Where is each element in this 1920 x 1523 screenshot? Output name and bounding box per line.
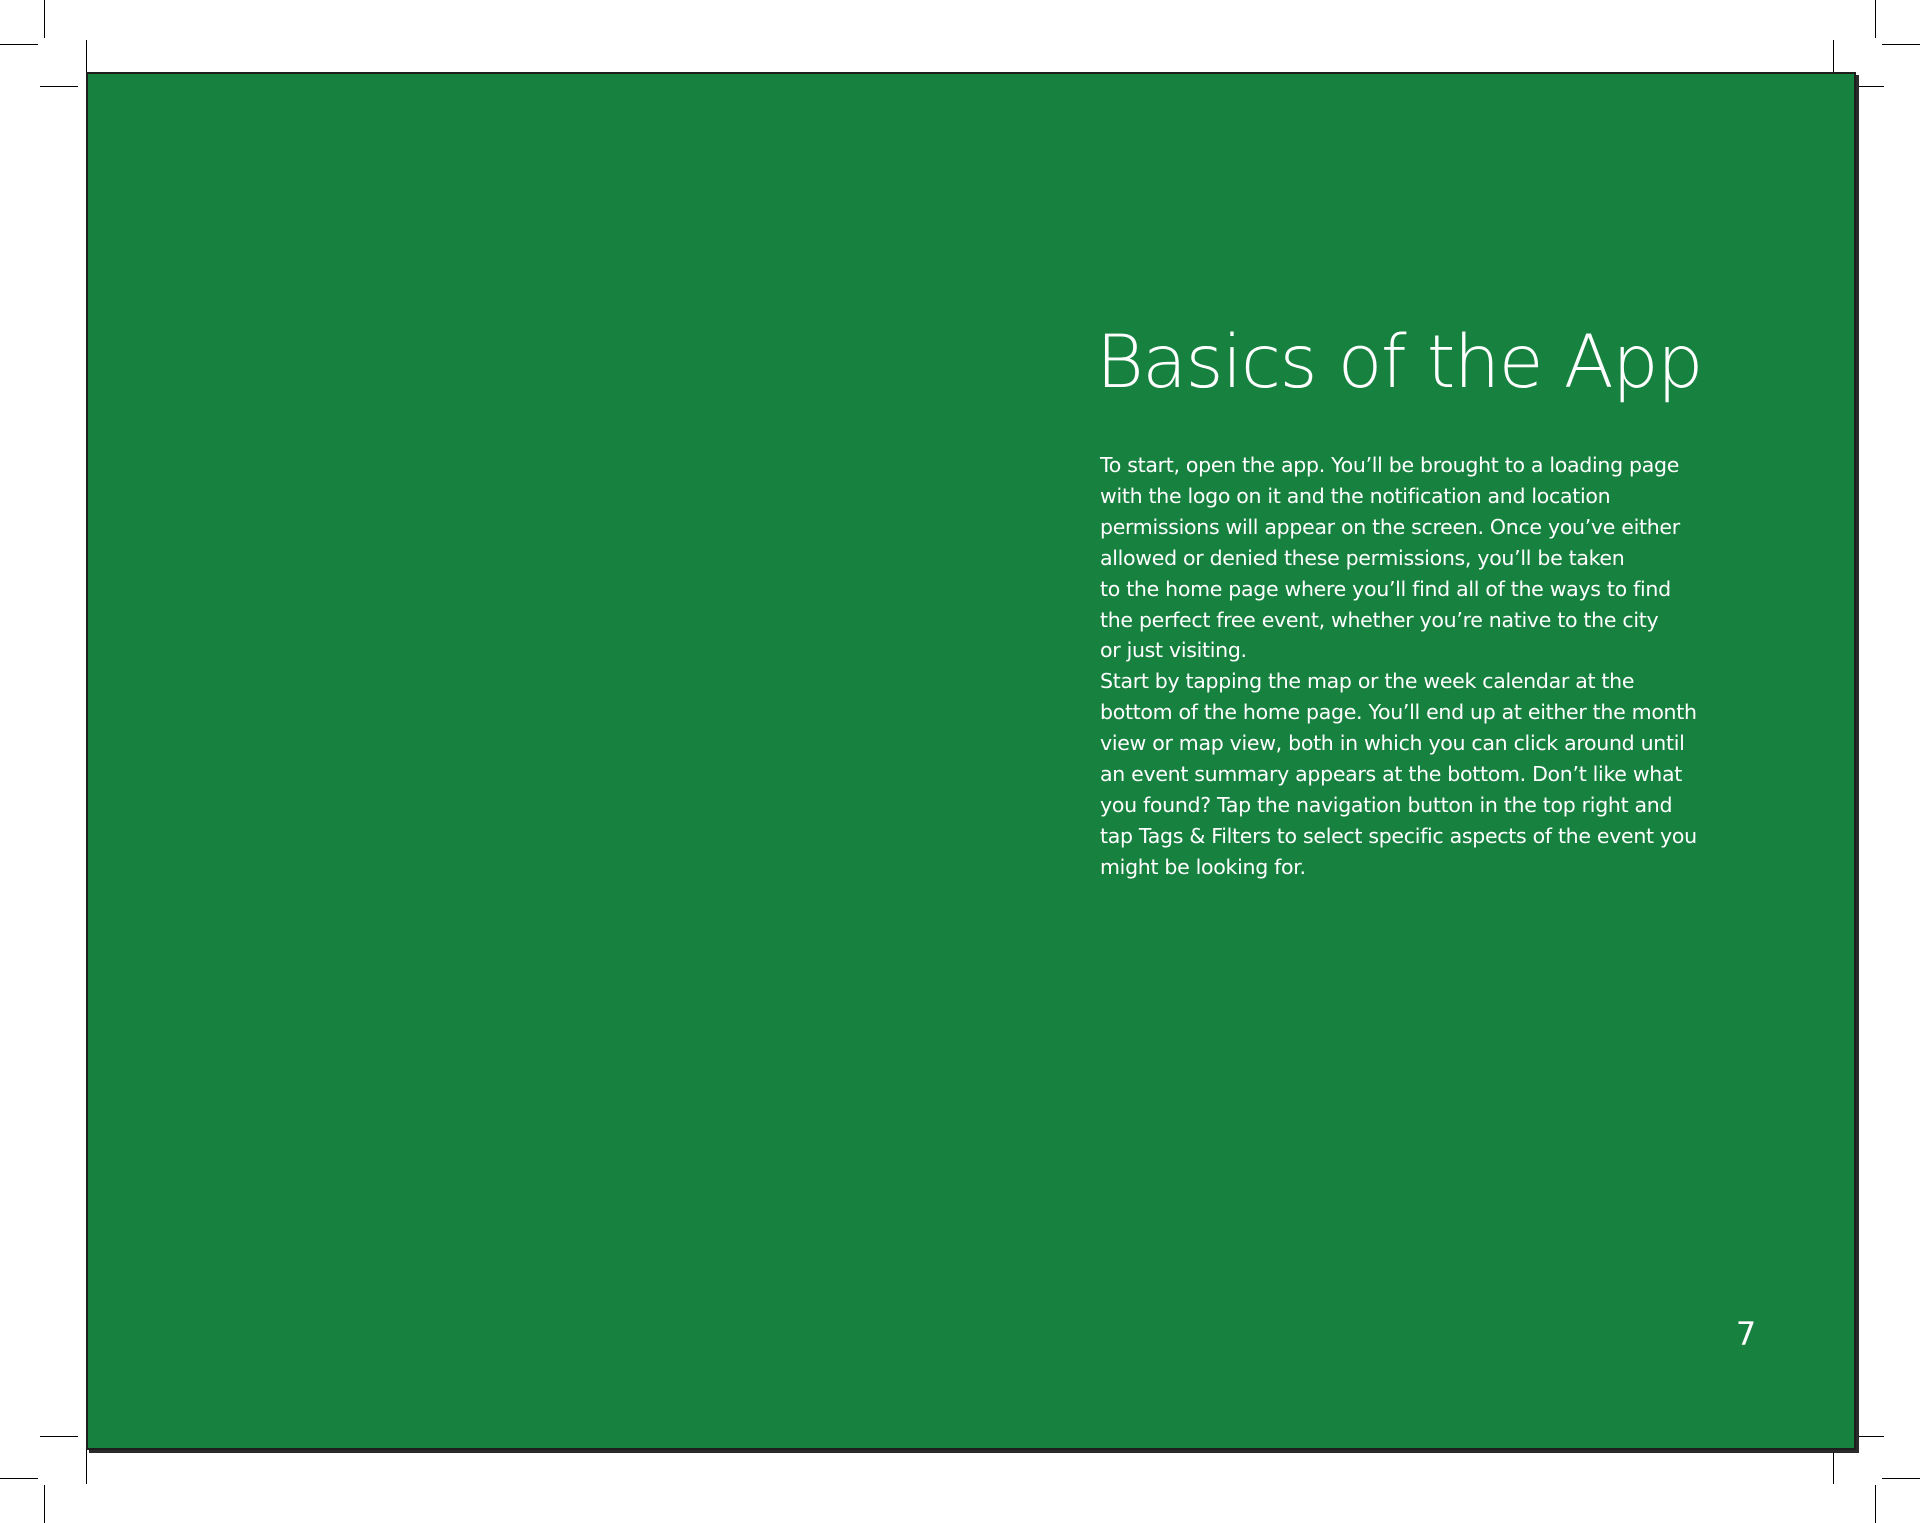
- body-line: with the logo on it and the notification and location: [1100, 483, 1611, 508]
- page-heading: Basics of the App: [1096, 320, 1702, 405]
- body-line: an event summary appears at the bottom. Don’t like what: [1100, 762, 1682, 787]
- crop-mark: [0, 44, 38, 45]
- crop-mark: [86, 1446, 87, 1484]
- body-line: the perfect free event, whether you’re native to the city: [1100, 607, 1659, 632]
- body-line: might be looking for.: [1100, 854, 1306, 879]
- crop-mark: [40, 86, 78, 87]
- body-line: permissions will appear on the screen. Once you’ve either: [1100, 514, 1680, 539]
- crop-mark: [0, 1478, 38, 1479]
- crop-mark: [44, 1485, 45, 1523]
- body-line: you found? Tap the navigation button in the top right and: [1100, 792, 1673, 817]
- body-line: or just visiting.: [1100, 638, 1247, 663]
- crop-mark: [1875, 0, 1876, 38]
- crop-mark: [44, 0, 45, 38]
- body-line: tap Tags & Filters to select specific aspects of the event you: [1100, 823, 1697, 848]
- body-line: view or map view, both in which you can click around until: [1100, 731, 1685, 756]
- page-number: 7: [1735, 1315, 1757, 1353]
- crop-mark: [40, 1436, 78, 1437]
- body-paragraph: [1100, 450, 1730, 883]
- body-line: bottom of the home page. You’ll end up at either the month: [1100, 700, 1697, 725]
- crop-mark: [1882, 44, 1920, 45]
- body-line: To start, open the app. You’ll be brought to a loading page: [1100, 453, 1680, 477]
- body-line: Start by tapping the map or the week calendar at the: [1100, 669, 1635, 694]
- crop-mark: [1833, 1446, 1834, 1484]
- crop-mark: [1875, 1485, 1876, 1523]
- body-line: to the home page where you’ll find all of the ways to find: [1100, 576, 1671, 601]
- crop-mark: [1882, 1478, 1920, 1479]
- body-line: allowed or denied these permissions, you’ll be taken: [1100, 545, 1625, 570]
